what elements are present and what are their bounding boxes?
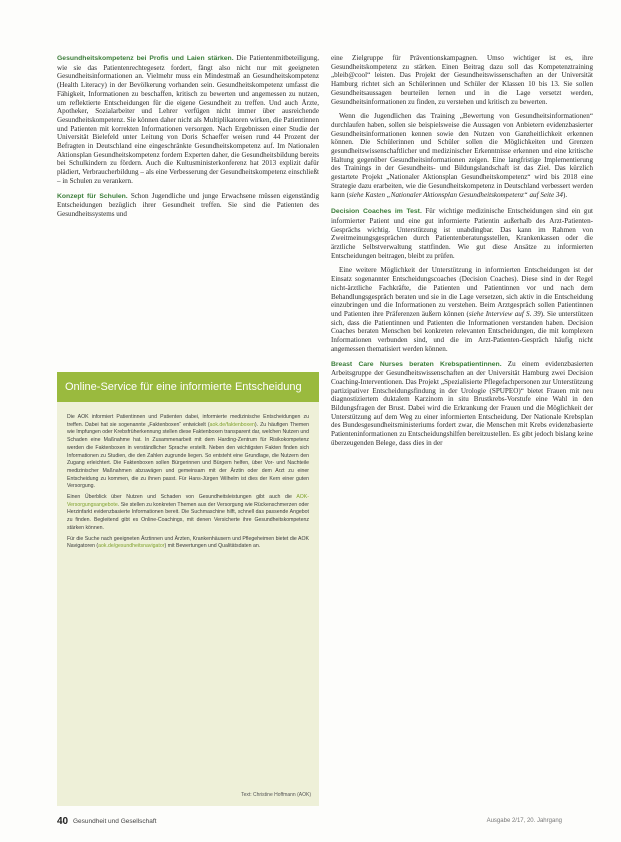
paragraph (331, 54, 593, 106)
page-footer (57, 816, 562, 828)
paragraph (57, 192, 319, 219)
info-box-credit: Text: Christine Hoffmann (AOK) (241, 792, 311, 798)
paragraph-text: Für wichtige medizinische Entscheidungen sind ein gut informierter Patient und eine gut informierte Patientin außerhalb des Arzt-Patienten-Gesprächs wichtig. Unterstützung ist unabdingbar. Das kann im Rahmen von Zweitmeinungsgesprächen durch Patientenberatungsstellen, Krankenkassen oder die ärztliche Selbstverwaltung stattfinden. Wie gut diese Ansätze zu informierten Entscheidungen beitragen, bleibt zu prüfen. (331, 207, 593, 260)
info-box-text: Die AOK informiert Patientinnen und Patienten dabei, informierte medizinische Entscheidungen zu treffen. Dabei hat sie sogenannte „Faktenboxen“ entwickelt ( (67, 414, 309, 428)
paragraph-text: ). (562, 190, 568, 199)
info-box-text: ) mit Bewertungen und Qualitätsdaten an. (164, 543, 261, 550)
right-column (331, 54, 593, 454)
left-column (57, 54, 319, 225)
paragraph (331, 207, 593, 260)
paragraph (331, 266, 593, 353)
info-box-body (57, 402, 319, 551)
paragraph-text: Die Patientenmitbeteiligung, wie sie das Patientenrechtegesetz fordert, fängt also nicht nur mit geeigneten Gesundheitsinformationen an. Vielmehr muss ein Mindestmaß an Gesundheitskompetenz (Health Literacy) in der Bevölkerung vorhanden sein. Gesundheitskompetenz umfasst die Fähigkeit, Informationen zu beschaffen, kritisch zu bewerten und angemessen zu nutzen, um reflektierte Entscheidungen für die eigene Gesundheit zu treffen. Und auch Ärzte, Apotheker, Sozialarbeiter und Lehrer verfügen nicht immer über ausreichende Gesundheitskompetenz. Sie können daher nicht als Multiplikatoren wirken, die Patientinnen und Patienten mit korrekten Informationen versorgen. Nach Ergebnissen einer Studie der Universität Bielefeld unter Leitung von Doris Schaeffer weisen rund 44 Prozent der Befragten in Deutschland eine eingeschränkte Gesundheitskompetenz auf. Im Nationalen Aktionsplan Gesundheitskompetenz fordern Experten daher, die Gesundheitsbildung bereits bei Schulkindern zu fördern. Auch die Kultusministerkonferenz hat 2013 explizit dafür plädiert, Verbraucherbildung – als eine Verbesserung der Gesundheitskompetenz einschließt – in Schulen zu verankern. (57, 54, 319, 185)
paragraph-text: Eine weitere Möglichkeit der Unterstützung in informierten Entscheidungen ist der Einsatz sogenannter Entscheidungscoaches (Decision Coaches). Diese sind in der Regel nicht-ärztliche Fachkräfte, die Patienten und Patientinnen vor und nach dem Behandlungsgespräch beraten und sie in die Lage versetzen, sich aktiv in die Entscheidung einzubringen und die Informationen zu verstehen. Beim Arztgespräch sollen Patientinnen und Patienten ihre Präferenzen äußern können ( (331, 266, 593, 318)
paragraph-text: Zu einem evidenzbasierten Arbeitsgruppe der Gesundheitswissenschaften an der Universität Hamburg zwei Decision Coaching-Interventionen. Das Projekt „Spezialisierte Pflegefachpersonen zur Unterstützung partizipativer Entscheidungsfindung in der Urologie (SPUPEO)“ bietet Frauen mit neu diagnostiziertem duktalem Karzinom in situ Brustkrebs-Vorstufe eine Wahl in den Bildungsfragen der Brust. Dabei wird die Erkrankung der Frauen und die Möglichkeit der Unterstützung auf dem Weg zu einer informierten Entscheidung. Der Nationale Krebsplan des Bundesgesundheitsministeriums fordert zwar, die Menschen mit Krebs evidenzbasierte Patienteninformationen zu Entscheidungshilfen bereitzustellen. Es gibt jedoch bislang keine überzeugenden Belege, dass dies in der (331, 359, 594, 447)
paragraph-text: eine Zielgruppe für Präventionskampagnen. Umso wichtiger ist es, ihre Gesundheitskompetenz zu stärken. Einen Beitrag dazu soll das Kompetenztraining „bleib@cool“ leisten. Das Projekt der Gesundheitswissenschaften an der Universität Hamburg richtet sich an Schülerinnen und Schüler der Klassen 10 bis 13. Sie sollen Gesundheitsaussagen beurteilen lernen und in die Lage versetzt werden, Gesundheitsinformationen zu finden, zu verstehen und kritisch zu bewerten. (331, 54, 593, 106)
cross-reference: siehe Interview auf S. 39 (468, 309, 541, 318)
info-box-text: ). Zu häufigen Themen wie Impfungen oder Krebsfrüherkennung stellen diese Faktenboxen transparent dar, welchen Nutzen und Schaden eine Maßnahme hat. In Zusammenarbeit mit dem Harding-Zentrum für Risikokompetenz werden die Faktenboxen in verständlicher Sprache erstellt. Neben den wichtigsten Fakten finden sich Informationen zu Studien, die den Zahlen zugrunde liegen. So entsteht eine Grundlage, die Nutzern den Zugang erleichtert. Die Faktenboxen sollen Bürgerinnen und Bürgern helfen, über Vor- und Nachteile medizinischer Maßnahmen abzuwägen und gemeinsam mit der Ärztin oder dem Arzt zu einer Entscheidung zu kommen, die zu ihnen passt. Für Hans-Jürgen Wilhelm ist dies der Kern einer guten Versorgung. (67, 421, 310, 490)
info-box (57, 372, 319, 806)
paragraph-keyword: Decision Coaches im Test. (331, 208, 422, 216)
cross-reference: siehe Kasten „Nationaler Aktionsplan Gesundheitskompetenz“ auf Seite 34 (348, 190, 563, 199)
info-box-paragraph (67, 414, 309, 491)
paragraph-keyword: Konzept für Schulen. (57, 192, 128, 200)
paragraph-text: Schon Jugendliche und junge Erwachsene müssen eigenständig Entscheidungen bezüglich ihrer Gesundheit treffen. Sie sind die Patienten des Gesundheitssystems und (57, 191, 320, 218)
paragraph (331, 112, 593, 199)
page-number: 40 (57, 816, 69, 827)
versorgungsangebote-link[interactable]: AOK-Versorgungsangebote (67, 494, 309, 508)
section-name: Gesundheit und Gesellschaft (73, 818, 157, 825)
issue-info: Ausgabe 2/17, 20. Jahrgang (486, 818, 562, 824)
info-box-text: Einen Überblick über Nutzen und Schaden von Gesundheitsleistungen gibt auch die (67, 494, 297, 501)
info-box-text: Für die Suche nach geeigneten Ärztinnen und Ärzten, Krankenhäusern und Pflegeheimen bietet die AOK Navigatoren ( (67, 535, 309, 550)
paragraph (331, 360, 593, 448)
paragraph (57, 54, 319, 186)
faktenboxen-link[interactable]: aok.de/faktenboxen (209, 421, 255, 428)
info-box-paragraph (67, 494, 309, 533)
info-box-title: Online-Service für eine informierte Entscheidung (57, 372, 319, 402)
paragraph-keyword: Gesundheitskompetenz bei Profis und Laien stärken. (57, 55, 234, 62)
gesundheitsnavigator-link[interactable]: aok.de/gesundheitsnavigator (98, 543, 165, 550)
paragraph-keyword: Breast Care Nurses beraten Krebspatientinnen. (331, 360, 502, 368)
paragraph-text: Wenn die Jugendlichen das Training „Bewertung von Gesundheitsinformationen“ durchlaufen haben, sollen sie beispielsweise die Aussagen von Anbietern evidenzbasierter Gesundheitsinformationen kennen sowie den Nutzen von Ganzheitlichkeit erkennen können. Die Schülerinnen und Schüler sollen die Möglichkeiten und Grenzen gesundheitswissenschaftlicher und medizinischer Erkenntnisse erkennen und eine kritische Haltung gegenüber Gesundheitsinformationen zeigen. Eine langfristige Implementierung des Trainings in der Gesundheits- und Bildungslandschaft ist das Ziel. Das kürzlich gestartete Projekt „Nationaler Aktionsplan Gesundheitskompetenz“ wird bis 2018 eine Strategie dazu erarbeiten, wie die Gesundheitskompetenz in Deutschland verbessert werden kann ( (331, 112, 593, 199)
info-box-paragraph (67, 536, 309, 551)
paragraph-text: ). Sie unterstützen sich, dass die Patientinnen und Patienten die Informationen verstanden haben. Decision Coaches beraten Menschen bei konkreten relevanten Entscheidungen, die mit komplexen Informationen verbunden sind, und die im Arzt-Patienten-Gespräch häufig nicht angemessen thematisiert werden können. (331, 309, 594, 353)
info-box-text: . Sie stellen zu konkreten Themen aus der Versorgung wie Rückenschmerzen oder Herzinfarkt evidenzbasierte Informationen bereit. Die Suchmaschine hilft, schnell das passende Angebot zu finden. Begleitend gibt es Online-Coachings, mit denen Versicherte ihre Gesundheitskompetenz stärken können. (67, 501, 309, 531)
